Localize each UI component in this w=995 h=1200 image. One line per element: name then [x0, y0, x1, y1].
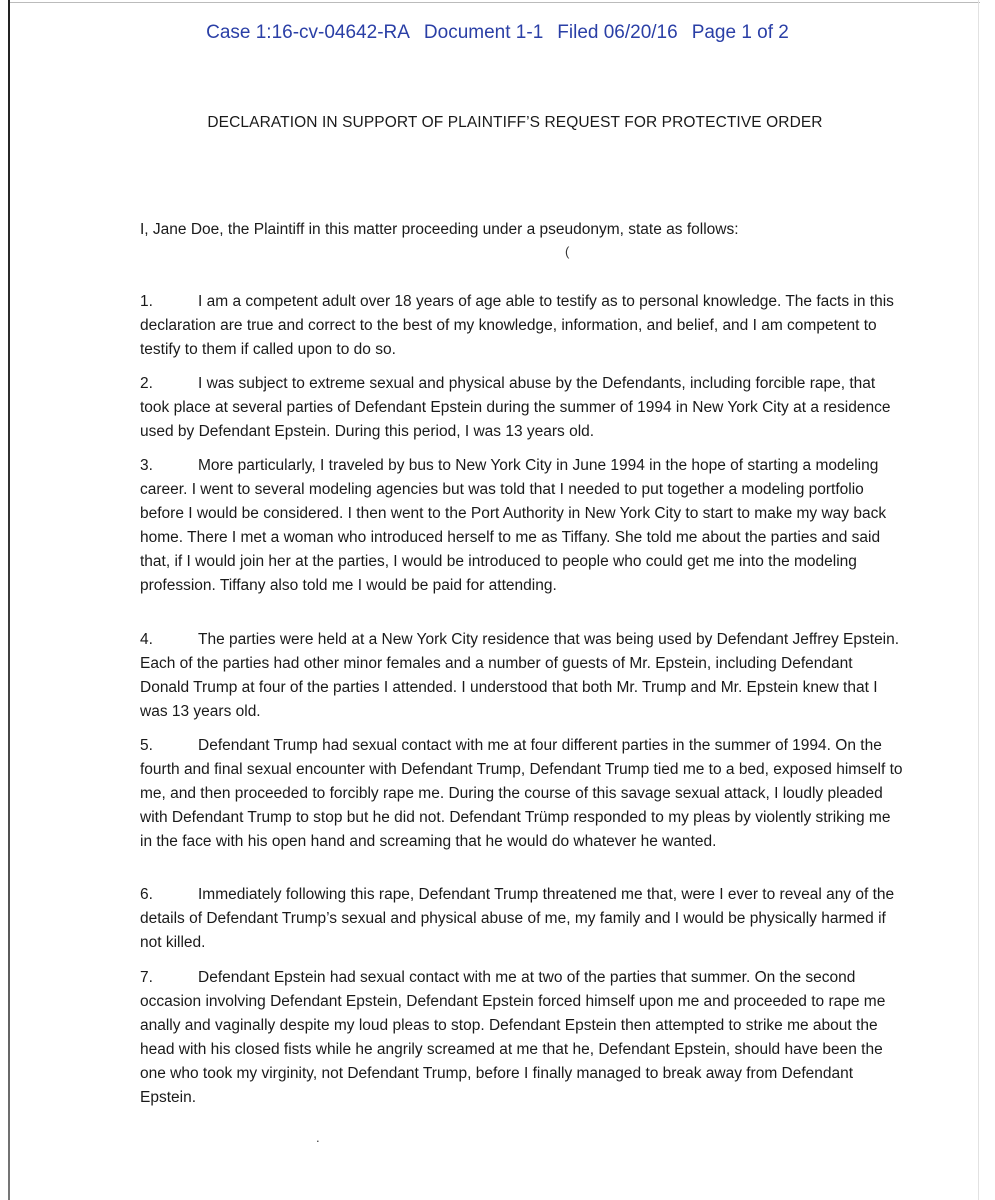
- paragraph-text: Defendant Epstein had sexual contact with me at two of the parties that summer. On the second occasion involving Defendant Epstein, Defendant Epstein forced himself upon me and proceeded to rape me anally and vaginally despite my loud pleas to stop. Defendant Epstein then attempted to strike me about the head with his closed fists while he angrily screamed at me that he, Defendant Epstein, should have been the one who took my virginity, not Defendant Trump, before I finally managed to break away from Defendant Epstein.: [140, 969, 886, 1106]
- scan-edge-left: [8, 0, 10, 1200]
- paragraph-2: [140, 372, 905, 444]
- document-title: DECLARATION IN SUPPORT OF PLAINTIFF’S REQUEST FOR PROTECTIVE ORDER: [207, 114, 823, 131]
- paragraph-3: [140, 454, 905, 598]
- ecf-header: [0, 20, 995, 46]
- scan-edge-right: [978, 0, 979, 1200]
- paragraph-number: 6.: [140, 886, 153, 903]
- paragraph-text: I am a competent adult over 18 years of age able to testify as to personal knowledge. The facts in this declaration are true and correct to the best of my knowledge, information, and belief, and I am competent to testify to them if called upon to do so.: [140, 293, 894, 358]
- filed-date: Filed 06/20/16: [557, 22, 678, 43]
- paragraph-1: [140, 290, 905, 362]
- paragraph-5: [140, 734, 905, 854]
- intro-statement: I, Jane Doe, the Plaintiff in this matter proceeding under a pseudonym, state as follows:: [140, 221, 739, 238]
- paragraph-text: The parties were held at a New York City residence that was being used by Defendant Jeffrey Epstein. Each of the parties had other minor females and a number of guests of Mr. Epstein, including Defendant Donald Trump at four of the parties I attended. I understood that both Mr. Trump and Mr. Epstein knew that I was 13 years old.: [140, 631, 900, 720]
- paragraph-7: [140, 966, 905, 1110]
- paragraph-number: 7.: [140, 969, 153, 986]
- paragraph-6: [140, 883, 905, 955]
- document-number: Document 1-1: [423, 22, 544, 43]
- paragraph-number: 1.: [140, 293, 153, 310]
- paragraph-number: 2.: [140, 375, 153, 392]
- paragraph-4: [140, 628, 905, 724]
- paragraph-text: Defendant Trump had sexual contact with me at four different parties in the summer of 1994. On the fourth and final sexual encounter with Defendant Trump, Defendant Trump tied me to a bed, exposed himself to me, and then proceeded to forcibly rape me. During the course of this savage sexual attack, I loudly pleaded with Defendant Trump to stop but he did not. Defendant Trümp responded to my pleas by violently striking me in the face with his open hand and screaming that he would do whatever he wanted.: [140, 737, 903, 850]
- paragraph-number: 3.: [140, 457, 153, 474]
- stray-scan-dot: .: [316, 1130, 320, 1145]
- case-number: Case 1:16-cv-04642-RA: [206, 22, 410, 43]
- paragraph-number: 4.: [140, 631, 153, 648]
- paragraph-text: I was subject to extreme sexual and physical abuse by the Defendants, including forcible rape, that took place at several parties of Defendant Epstein during the summer of 1994 in New York City at a residence used by Defendant Epstein. During this period, I was 13 years old.: [140, 375, 891, 440]
- scan-edge-top: [10, 2, 980, 3]
- paragraph-text: More particularly, I traveled by bus to New York City in June 1994 in the hope of starting a modeling career. I went to several modeling agencies but was told that I needed to put together a modeling portfolio before I would be considered. I then went to the Port Authority in New York City to start to make my way back home. There I met a woman who introduced herself to me as Tiffany. She told me about the parties and said that, if I would join her at the parties, I would be introduced to people who could get me into the modeling profession. Tiffany also told me I would be paid for attending.: [140, 457, 887, 594]
- page-indicator: Page 1 of 2: [691, 22, 789, 43]
- paragraph-number: 5.: [140, 737, 153, 754]
- paragraph-text: Immediately following this rape, Defendant Trump threatened me that, were I ever to reveal any of the details of Defendant Trump’s sexual and physical abuse of me, my family and I would be physically harmed if not killed.: [140, 886, 895, 951]
- stray-scan-mark: ‬(: [565, 244, 570, 259]
